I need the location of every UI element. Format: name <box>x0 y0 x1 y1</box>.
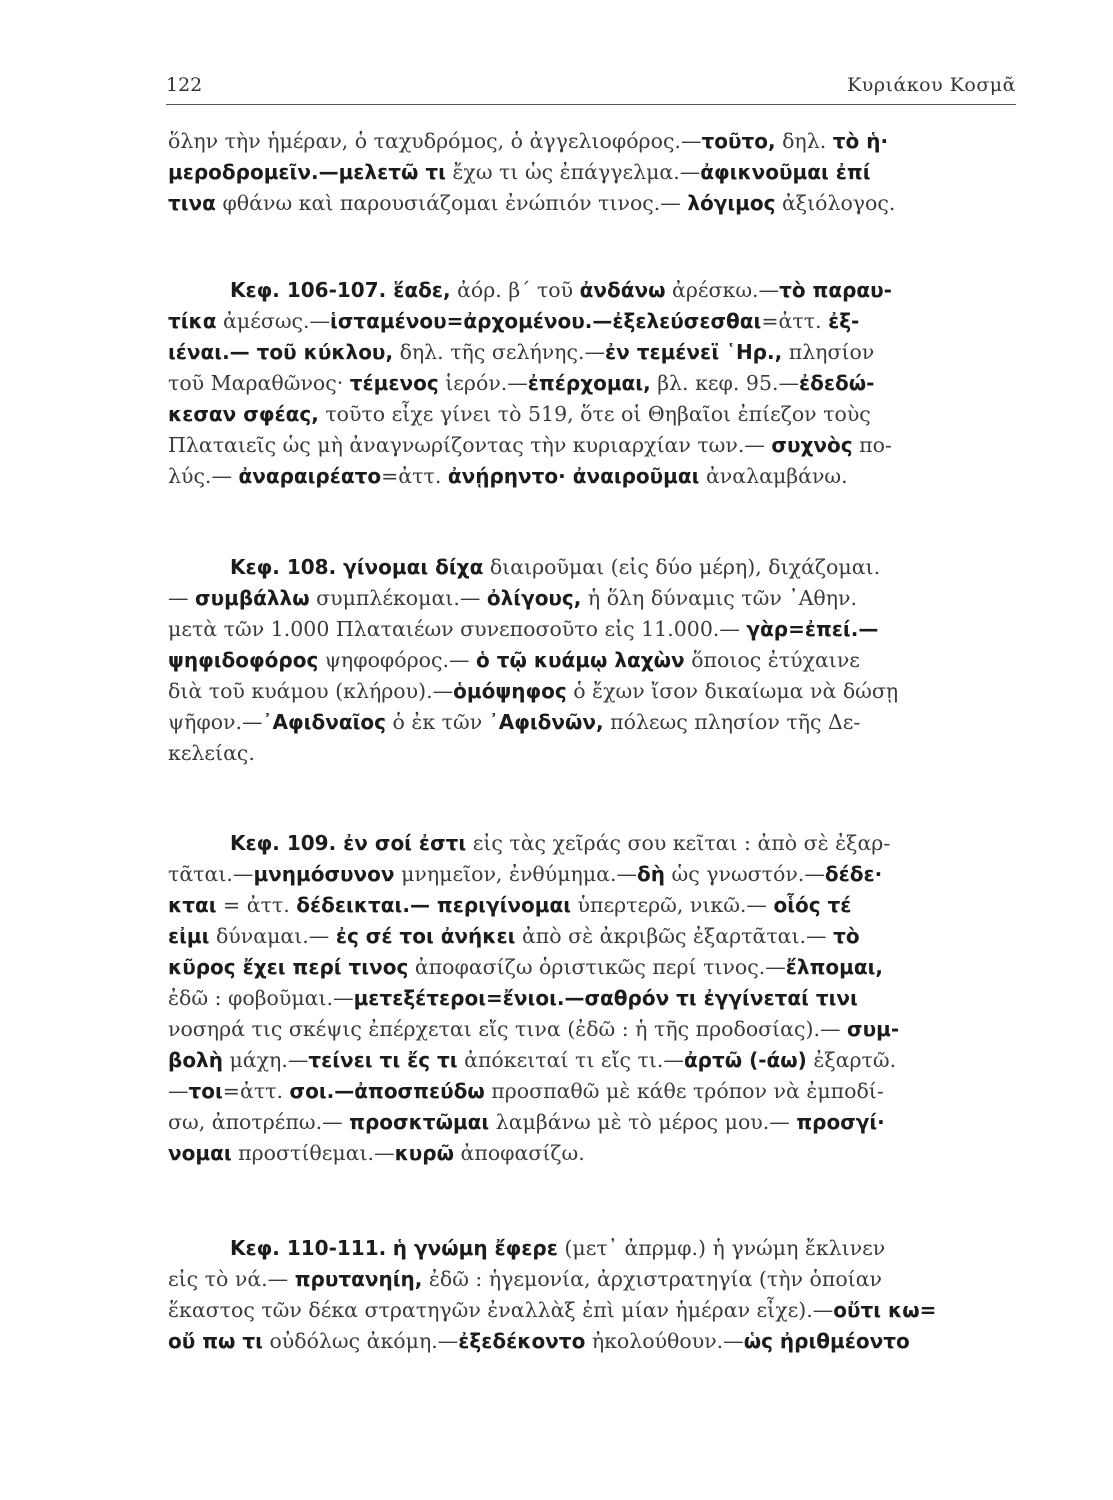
gloss-text: = ἀττ. <box>216 893 297 917</box>
bold-term: νομαι <box>168 1141 232 1165</box>
gloss-text: μετὰ τῶν 1.000 Πλαταιέων συνεποσοῦτο εἰς 11.000.— <box>168 617 747 641</box>
text-line <box>168 275 1016 306</box>
gloss-text: ἡ ὅλη δύναμις τῶν ᾽Αθην. <box>581 586 857 610</box>
bold-term: ὀλίγους, <box>486 586 582 610</box>
bold-term: ἐξεδέκοντο <box>458 1329 586 1353</box>
bold-term: ἐδεδώ- <box>799 371 875 395</box>
bold-term: προσγί· <box>796 1110 885 1134</box>
gloss-text: φθάνω καὶ παρουσιάζομαι ἐνώπιόν τινος.— <box>215 191 688 215</box>
gloss-text: ἔχω τι ὡς ἐπάγγελμα.— <box>445 160 701 184</box>
bold-term: συμβάλλω <box>195 586 310 610</box>
bold-term: ἀρτῶ (-άω) <box>683 1048 807 1072</box>
bold-term: ἀναραιρέατο <box>238 464 382 488</box>
bold-term: ᾽Αφιδναῖος <box>262 710 386 734</box>
gloss-text: οὐδόλως ἀκόμη.— <box>262 1329 459 1353</box>
gloss-text: (μετ᾽ ἀπρμφ.) ἡ γνώμη ἔκλινεν <box>557 1236 886 1260</box>
bold-term: ἐν τεμένεϊ ῾Ηρ., <box>604 340 783 364</box>
text-line <box>168 1076 1016 1107</box>
bold-term: συμ- <box>847 1017 900 1041</box>
gloss-text: ὑπερτερῶ, νικῶ.— <box>571 893 774 917</box>
bold-term: εἰμι <box>168 924 210 948</box>
gloss-text: =ἀττ. <box>222 1079 290 1103</box>
bold-term: Κεφ. 108. γίνομαι δίχα <box>230 555 484 579</box>
gloss-text: =ἀττ. <box>381 464 448 488</box>
bold-term: οὔτι κω= <box>833 1298 937 1322</box>
text-line <box>168 828 1016 859</box>
gloss-text: ἀμέσως.— <box>216 309 331 333</box>
gloss-text: ἱερόν.— <box>438 371 528 395</box>
gloss-text: — <box>168 586 196 610</box>
gloss-text: συμπλέκομαι.— <box>309 586 487 610</box>
bold-term: ἐξ- <box>828 309 860 333</box>
gloss-text: βλ. κεφ. 95.— <box>650 371 800 395</box>
text-line <box>168 859 1016 890</box>
gloss-text: δύναμαι.— <box>209 924 336 948</box>
bold-term: ἔλπομαι, <box>785 955 883 979</box>
text-line <box>168 399 1016 430</box>
bold-term: ιέναι.— τοῦ κύκλου, <box>168 340 394 364</box>
gloss-text: ἐδῶ : ἡγεμονία, ἀρχιστρατηγία (τὴν ὁποίαν <box>422 1267 883 1291</box>
gloss-text: =ἀττ. <box>761 309 829 333</box>
bold-term: τὸ ἡ· <box>832 129 889 153</box>
gloss-text: ἀρέσκω.— <box>665 278 780 302</box>
gloss-text: πλησίον <box>782 340 875 364</box>
bold-term: λόγιμος <box>687 191 776 215</box>
gloss-text: ὁ ἔχων ἴσον δικαίωμα νὰ δώσῃ <box>566 679 899 703</box>
bold-term: κεσαν σφέας, <box>168 402 319 426</box>
gloss-text: ὁ ἐκ τῶν <box>385 710 489 734</box>
paragraph-chapter-108 <box>168 552 1016 769</box>
text-line <box>168 676 1016 707</box>
gloss-text: τᾶται.— <box>168 862 254 886</box>
text-line <box>168 583 1016 614</box>
text-line <box>168 368 1016 399</box>
text-line <box>168 1138 1016 1169</box>
bold-term: μετεξέτεροι=ἔνιοι.—σαθρόν τι ἐγγίνεταί τινι <box>353 986 858 1010</box>
bold-term: βολὴ <box>168 1048 223 1072</box>
page-header <box>166 74 1016 104</box>
bold-term: τέμενος <box>349 371 439 395</box>
gloss-text: ὡς γνωστόν.— <box>665 862 825 886</box>
bold-term: ἱσταμένου=ἀρχομένου.—ἐξελεύσεσθαι <box>330 309 762 333</box>
gloss-text: ἀξιόλογος. <box>775 191 896 215</box>
text-line <box>168 188 1016 219</box>
gloss-text: πο- <box>852 433 892 457</box>
text-line <box>168 1107 1016 1138</box>
bold-term: γὰρ=ἐπεί.— <box>746 617 879 641</box>
bold-term: τείνει τι ἔς τι <box>308 1048 458 1072</box>
bold-term: ὁ τῷ κυάμῳ λαχὼν <box>476 648 685 672</box>
gloss-text: ὅλην τὴν ἡμέραν, ὁ ταχυδρόμος, ὁ ἀγγελιοφόρος.— <box>168 129 702 153</box>
text-line <box>168 126 1016 157</box>
text-line <box>168 430 1016 461</box>
gloss-text: ψῆφον.— <box>168 710 263 734</box>
bold-term: τοῦτο, <box>701 129 776 153</box>
bold-term: ἀνῄρηντο· ἀναιροῦμαι <box>447 464 700 488</box>
gloss-text: — <box>168 1079 189 1103</box>
bold-term: ἀφικνοῦμαι ἐπί <box>700 160 871 184</box>
gloss-text: ἀναλαμβάνω. <box>699 464 848 488</box>
text-line <box>168 1295 1016 1326</box>
bold-term: τινα <box>168 191 216 215</box>
bold-term: τοι <box>188 1079 223 1103</box>
gloss-text: σω, ἀποτρέπω.— <box>168 1110 350 1134</box>
bold-term: Κεφ. 109. ἐν σοί ἐστι <box>230 831 467 855</box>
page-number: 122 <box>166 74 203 96</box>
gloss-text: δηλ. <box>775 129 833 153</box>
text-line <box>168 461 1016 492</box>
text-line <box>168 157 1016 188</box>
paragraph-glossary-1 <box>168 126 1016 219</box>
bold-term: ἐς σέ τοι ἀνήκει <box>335 924 516 948</box>
text-line <box>168 952 1016 983</box>
gloss-text: ἐξαρτῶ. <box>806 1048 897 1072</box>
bold-term: κυρῶ <box>394 1141 454 1165</box>
text-line <box>168 1326 1016 1357</box>
bold-term: ἡ γνώμη ἔφερε <box>392 1236 558 1260</box>
gloss-text: ἀπὸ σὲ ἀκριβῶς ἐξαρτᾶται.— <box>515 924 834 948</box>
gloss-text: ἀπόκειταί τι εἴς τι.— <box>457 1048 684 1072</box>
text-line <box>168 645 1016 676</box>
bold-term: κῦρος ἔχει περί τινος <box>168 955 409 979</box>
text-line <box>168 306 1016 337</box>
bold-term: τὸ <box>833 924 860 948</box>
gloss-text: ἀποφασίζω. <box>454 1141 585 1165</box>
gloss-text: μάχη.— <box>222 1048 309 1072</box>
gloss-text: ἀόρ. β΄ τοῦ <box>450 278 580 302</box>
bold-term: Κεφ. 110-111. <box>230 1236 387 1260</box>
text-line <box>168 337 1016 368</box>
text-line <box>168 552 1016 583</box>
text-line <box>168 890 1016 921</box>
text-line <box>168 1233 1016 1264</box>
gloss-text: ψηφοφόρος.— <box>318 648 477 672</box>
bold-term: ὡς ἠριθμέοντο <box>743 1329 910 1353</box>
gloss-text: τοῦ Μαραθῶνος· <box>168 371 350 395</box>
gloss-text: ἀποφασίζω ὁριστικῶς περί τινος.— <box>408 955 786 979</box>
gloss-text: ἕκαστος τῶν δέκα στρατηγῶν ἐναλλὰξ ἐπὶ μίαν ἡμέραν εἶχε).— <box>168 1298 834 1322</box>
gloss-text: Πλαταιεῖς ὡς μὴ ἀναγνωρίζοντας τὴν κυριαρχίαν των.— <box>168 433 772 457</box>
gloss-text: εἰς τὰς χεῖράς σου κεῖται : ἀπὸ σὲ ἐξαρ- <box>466 831 891 855</box>
text-line <box>168 1264 1016 1295</box>
gloss-text: δηλ. τῆς σελήνης.— <box>393 340 605 364</box>
bold-term: δὴ <box>637 862 665 886</box>
paragraph-chapter-110-111 <box>168 1233 1016 1357</box>
bold-term: οὔ πω τι <box>168 1329 263 1353</box>
gloss-text: προσπαθῶ μὲ κάθε τρόπον νὰ ἐμποδί- <box>484 1079 884 1103</box>
gloss-text: λαμβάνω μὲ τὸ μέρος μου.— <box>489 1110 797 1134</box>
text-line <box>168 1014 1016 1045</box>
bold-term: δέδε· <box>824 862 883 886</box>
paragraph-chapter-109 <box>168 828 1016 1169</box>
bold-term: ἀνδάνω <box>579 278 666 302</box>
text-line <box>168 614 1016 645</box>
bold-term: κται <box>168 893 217 917</box>
bold-term: ψηφιδοφόρος <box>168 648 319 672</box>
bold-term: πρυτανηίη, <box>294 1267 423 1291</box>
bold-term: Κεφ. 106-107. ἕαδε, <box>230 278 451 302</box>
gloss-text: προστίθεμαι.— <box>231 1141 395 1165</box>
text-line <box>168 738 1016 769</box>
paragraph-chapter-106-107 <box>168 275 1016 492</box>
bold-term: ᾽Αφιδνῶν, <box>488 710 604 734</box>
gloss-text: ἐδῶ : φοβοῦμαι.— <box>168 986 354 1010</box>
bold-term: δέδεικται.— περιγίνομαι <box>296 893 571 917</box>
bold-term: τίκα <box>168 309 217 333</box>
text-line <box>168 707 1016 738</box>
gloss-text: κελείας. <box>168 741 255 765</box>
text-line <box>168 983 1016 1014</box>
bold-term: συχνὸς <box>771 433 853 457</box>
bold-term: μεροδρομεῖν.—μελετῶ τι <box>168 160 446 184</box>
bold-term: μνημόσυνον <box>253 862 395 886</box>
gloss-text: διαιροῦμαι (εἰς δύο μέρη), διχάζομαι. <box>483 555 881 579</box>
text-line <box>168 921 1016 952</box>
bold-term: προσκτῶμαι <box>349 1110 490 1134</box>
gloss-text: εἰς τὸ νά.— <box>168 1267 295 1291</box>
gloss-text: λύς.— <box>168 464 239 488</box>
header-rule <box>166 104 1016 105</box>
bold-term: σοι.—ἀποσπεύδω <box>289 1079 485 1103</box>
gloss-text: διὰ τοῦ κυάμου (κλήρου).— <box>168 679 454 703</box>
gloss-text: τοῦτο εἶχε γίνει τὸ 519, ὅτε οἱ Θηβαῖοι ἐπίεζον τοὺς <box>318 402 871 426</box>
bold-term: οἷός τέ <box>773 893 852 917</box>
bold-term: τὸ παραυ- <box>779 278 892 302</box>
bold-term: ἐπέρχομαι, <box>527 371 651 395</box>
gloss-text: νοσηρά τις σκέψις ἐπέρχεται εἴς τινα (ἐδῶ : ἡ τῆς προδοσίας).— <box>168 1017 848 1041</box>
gloss-text: ἠκολούθουν.— <box>585 1329 744 1353</box>
running-title: Κυριάκου Κοσμᾶ <box>847 74 1016 96</box>
text-line <box>168 1045 1016 1076</box>
gloss-text: μνημεῖον, ἐνθύμημα.— <box>394 862 638 886</box>
bold-term: ὁμόψηφος <box>453 679 567 703</box>
gloss-text: πόλεως πλησίον τῆς Δε- <box>603 710 861 734</box>
gloss-text: ὅποιος ἐτύχαινε <box>684 648 860 672</box>
